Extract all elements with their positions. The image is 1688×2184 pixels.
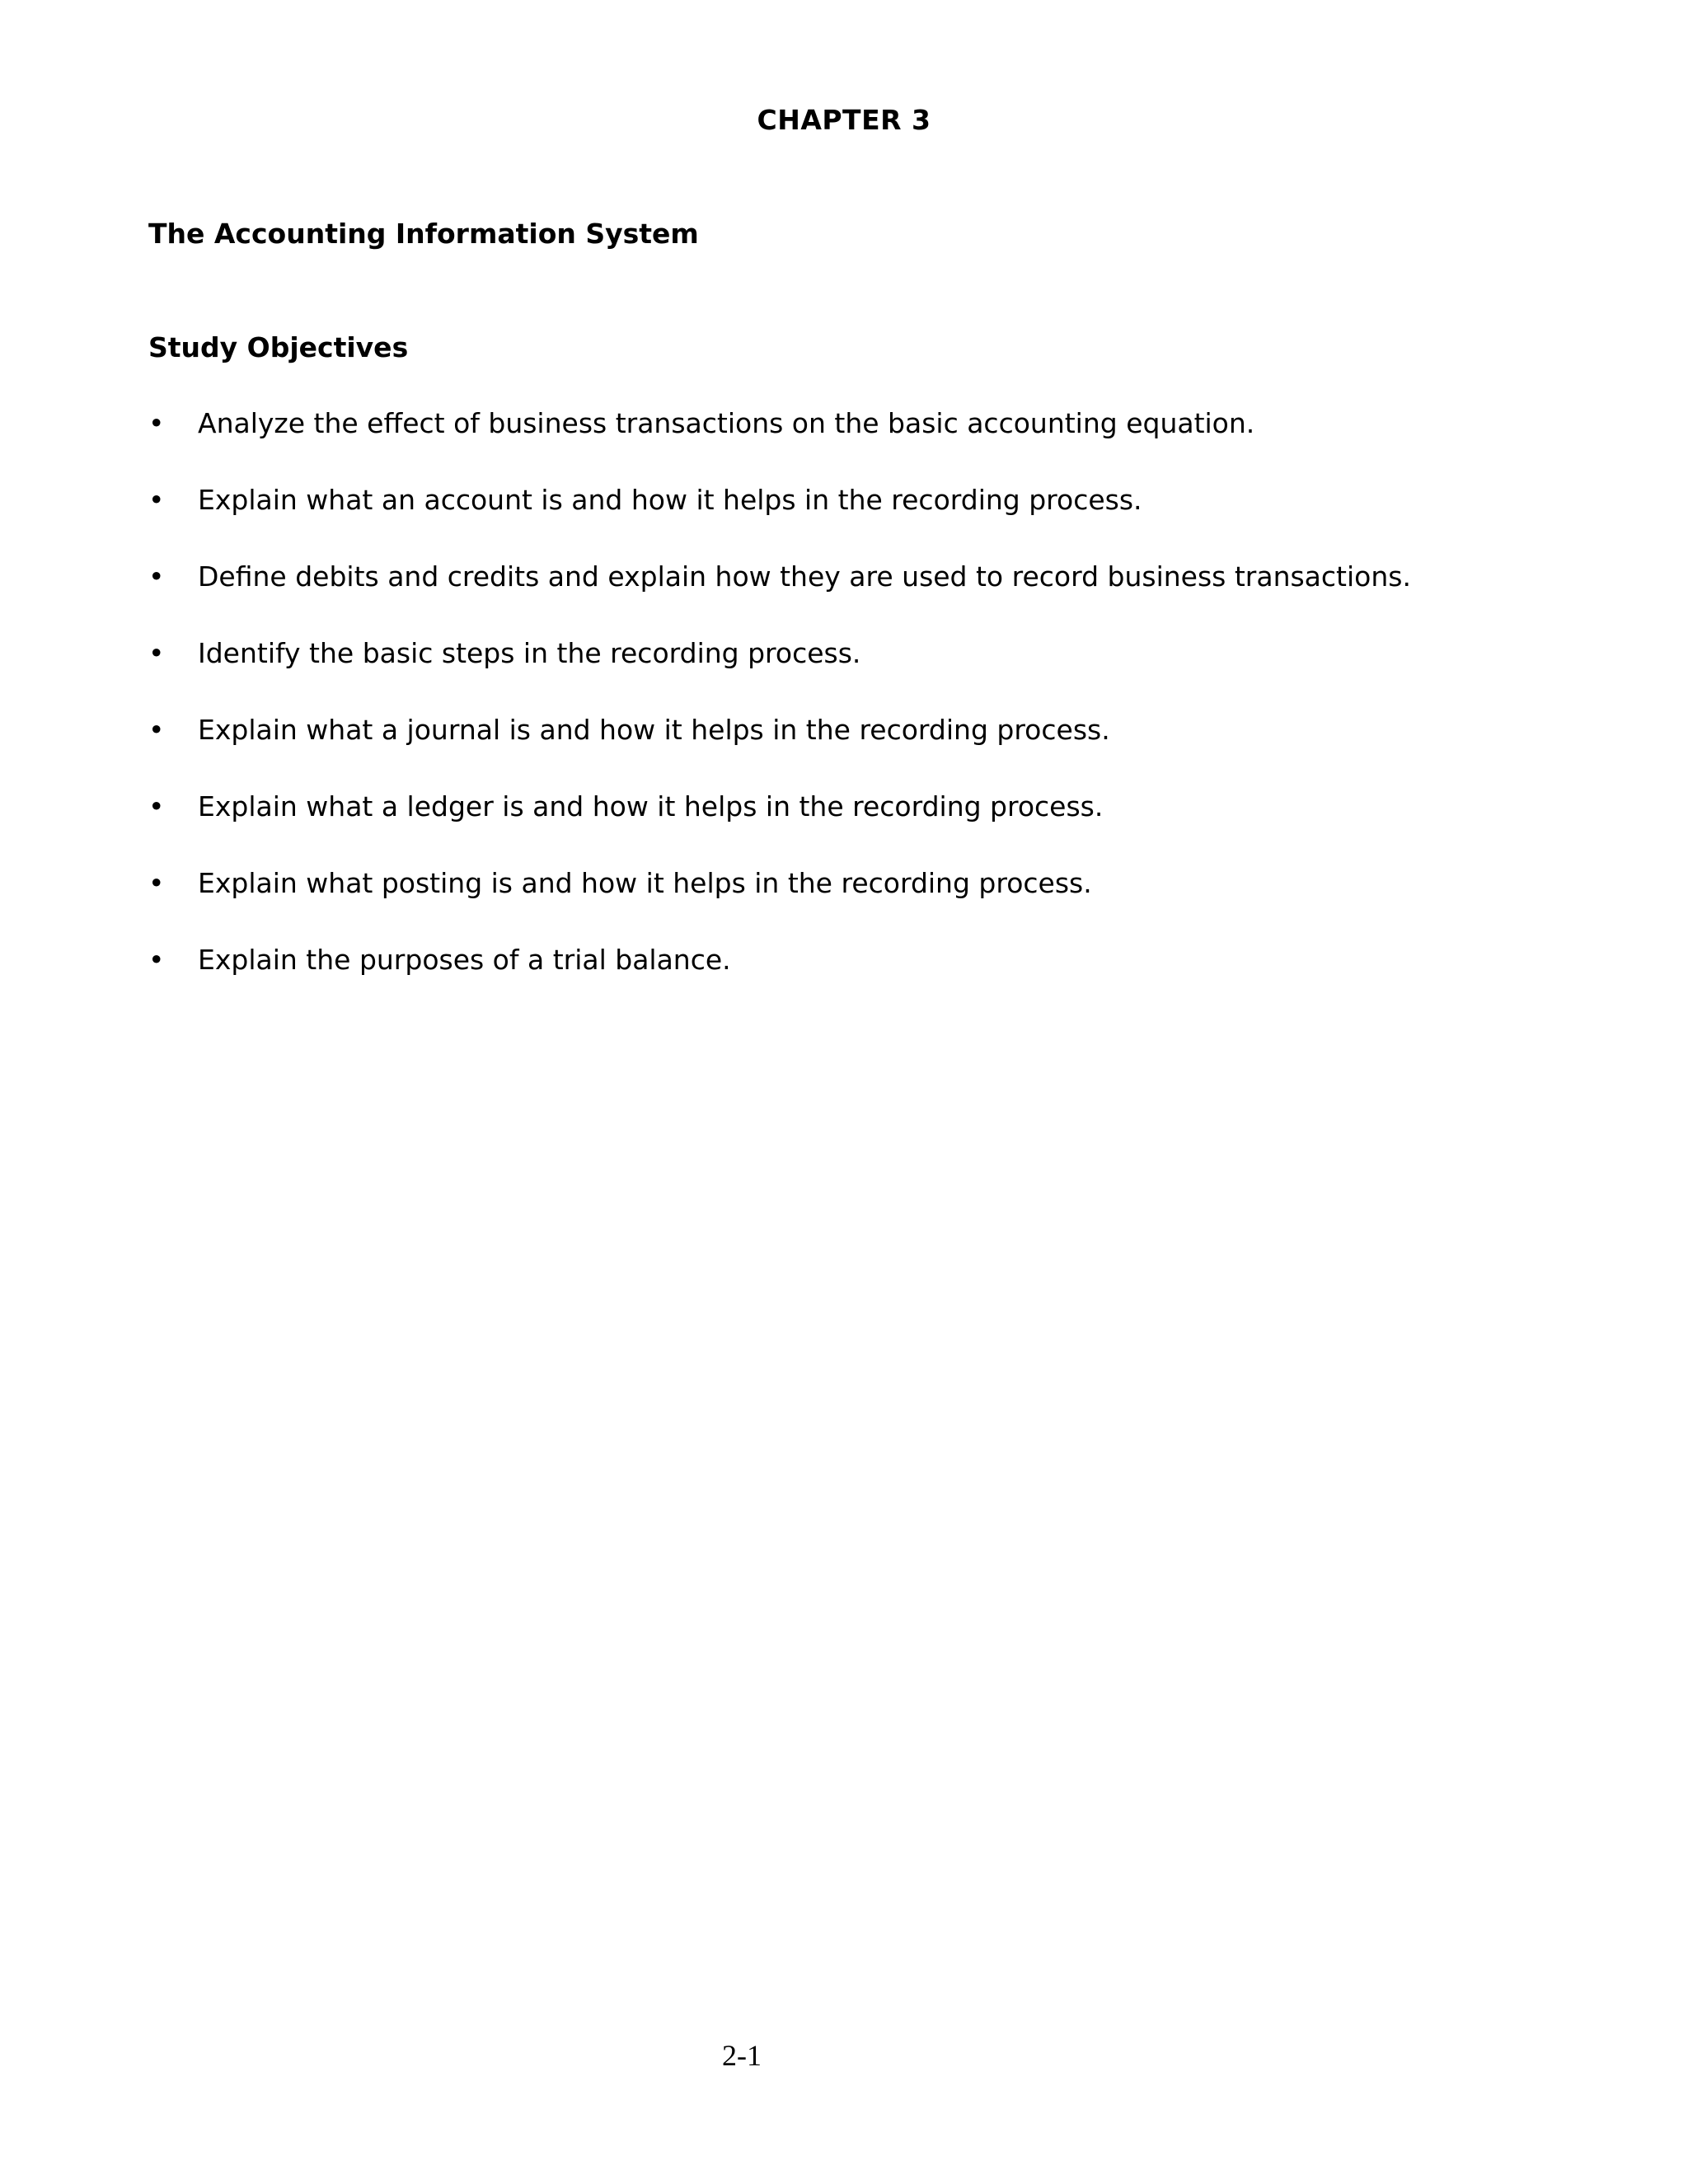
document-title: The Accounting Information System xyxy=(148,218,699,250)
bullet-icon: • xyxy=(148,637,165,669)
bullet-icon: • xyxy=(148,560,165,593)
bullet-icon: • xyxy=(148,484,165,516)
bullet-icon: • xyxy=(148,790,165,823)
objective-text: Identify the basic steps in the recording process. xyxy=(198,637,861,669)
objective-item xyxy=(148,710,1632,787)
objective-item xyxy=(148,480,1632,557)
bullet-icon: • xyxy=(148,714,165,746)
objective-text: Explain what a ledger is and how it helps in the recording process. xyxy=(198,790,1104,823)
objective-item xyxy=(148,787,1632,864)
bullet-icon: • xyxy=(148,407,165,439)
objective-item xyxy=(148,557,1632,634)
objective-text: Define debits and credits and explain how they are used to record business transactions. xyxy=(198,560,1411,593)
objective-item xyxy=(148,940,1632,1017)
objective-text: Explain the purposes of a trial balance. xyxy=(198,944,731,976)
study-objectives-heading: Study Objectives xyxy=(148,331,409,363)
chapter-heading: CHAPTER 3 xyxy=(757,104,931,136)
objective-text: Explain what a journal is and how it helps in the recording process. xyxy=(198,714,1110,746)
objective-text: Explain what posting is and how it helps in the recording process. xyxy=(198,867,1092,899)
objective-text: Explain what an account is and how it helps in the recording process. xyxy=(198,484,1142,516)
bullet-icon: • xyxy=(148,867,165,899)
objective-item xyxy=(148,864,1632,940)
bullet-icon: • xyxy=(148,944,165,976)
objective-item xyxy=(148,404,1632,480)
objective-item xyxy=(148,634,1632,710)
study-objectives-list xyxy=(148,404,1632,1017)
objective-text: Analyze the effect of business transactions on the basic accounting equation. xyxy=(198,407,1255,439)
page-number: 2-1 xyxy=(722,2039,762,2072)
